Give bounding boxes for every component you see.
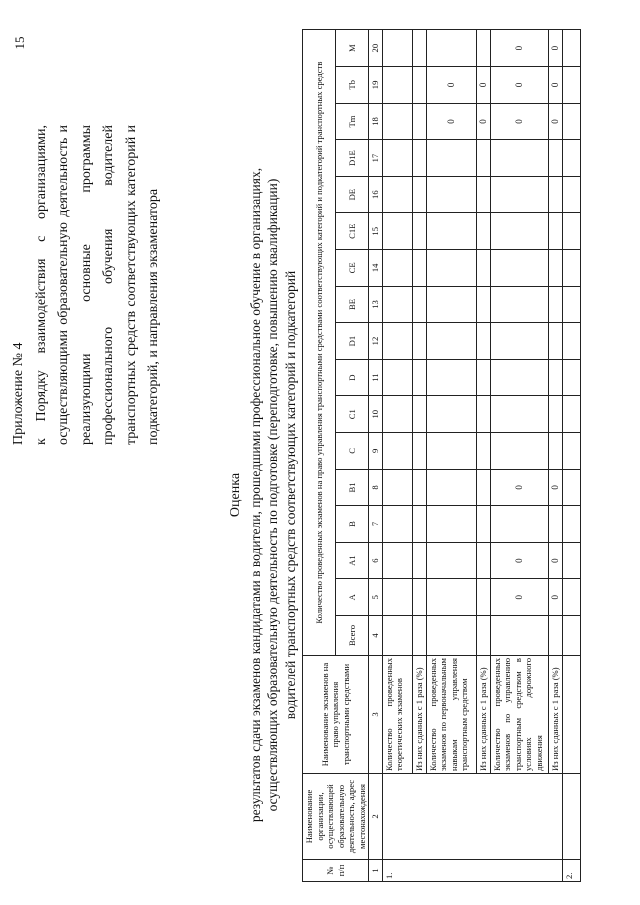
- value-cell: [382, 542, 412, 579]
- value-cell: [426, 286, 476, 323]
- value-cell: [490, 250, 548, 287]
- value-cell: [412, 506, 426, 543]
- value-cell: [476, 213, 490, 250]
- value-cell: [562, 30, 580, 67]
- value-cell: [382, 396, 412, 433]
- value-cell: [562, 506, 580, 543]
- value-cell: [476, 250, 490, 287]
- table-row: [562, 30, 580, 882]
- table-row: [426, 30, 476, 882]
- value-cell: [562, 616, 580, 656]
- value-cell: [382, 103, 412, 140]
- category-cell: C: [336, 433, 369, 470]
- value-cell: [490, 506, 548, 543]
- value-cell: [382, 286, 412, 323]
- value-cell: [562, 286, 580, 323]
- category-cell: B: [336, 506, 369, 543]
- appendix-text: к Порядку взаимодействия с организациями, осуществляющими образовательную деятельность и реализующими основные программы профессионального обучения водителей транспортных средств соответствующих категорий и подкатегорий, и направления экзаменатора: [33, 125, 161, 445]
- value-cell: [562, 323, 580, 360]
- category-cell: Tb: [336, 67, 369, 104]
- column-number: 11: [369, 359, 383, 396]
- value-cell: [562, 140, 580, 177]
- value-cell: [490, 286, 548, 323]
- value-cell: [382, 506, 412, 543]
- value-cell: [412, 433, 426, 470]
- value-cell: [476, 396, 490, 433]
- value-cell: [490, 616, 548, 656]
- column-number: 20: [369, 30, 383, 67]
- value-cell: 0: [426, 67, 476, 104]
- column-number: 5: [369, 579, 383, 616]
- column-number: 13: [369, 286, 383, 323]
- value-cell: 0: [490, 67, 548, 104]
- category-cell: C1: [336, 396, 369, 433]
- document-heading: [227, 155, 299, 835]
- header-total: Всего: [336, 616, 369, 656]
- value-cell: [562, 213, 580, 250]
- value-cell: [476, 140, 490, 177]
- category-cell: C1E: [336, 213, 369, 250]
- value-cell: [412, 213, 426, 250]
- value-cell: [548, 616, 562, 656]
- category-cell: B1: [336, 469, 369, 506]
- value-cell: [476, 176, 490, 213]
- value-cell: [412, 323, 426, 360]
- value-cell: [412, 616, 426, 656]
- exam-name-cell: Из них сданных с 1 раза (%): [412, 656, 426, 774]
- row-number: 2.: [562, 860, 580, 882]
- value-cell: [548, 359, 562, 396]
- header-exam-name: Наименование экзаменов на право управления транспортными средствами: [303, 656, 369, 774]
- value-cell: [412, 396, 426, 433]
- value-cell: [426, 176, 476, 213]
- header-group: Количество проведенных экзаменов на право управления транспортными средствами соответствующих категорий и подкатегорий транспортных средств: [303, 30, 336, 656]
- value-cell: [562, 542, 580, 579]
- value-cell: [548, 433, 562, 470]
- value-cell: [562, 469, 580, 506]
- appendix-title: Приложение № 4: [11, 342, 26, 445]
- value-cell: [382, 579, 412, 616]
- value-cell: [426, 433, 476, 470]
- value-cell: [412, 30, 426, 67]
- value-cell: [426, 30, 476, 67]
- value-cell: [562, 359, 580, 396]
- value-cell: [476, 616, 490, 656]
- value-cell: 0: [548, 542, 562, 579]
- value-cell: 0: [476, 103, 490, 140]
- category-cell: D1: [336, 323, 369, 360]
- table-row: [476, 30, 490, 882]
- value-cell: [426, 506, 476, 543]
- value-cell: [476, 433, 490, 470]
- value-cell: [382, 176, 412, 213]
- value-cell: [562, 176, 580, 213]
- value-cell: [412, 359, 426, 396]
- column-number: 8: [369, 469, 383, 506]
- value-cell: [476, 579, 490, 616]
- value-cell: 0: [548, 469, 562, 506]
- column-number: 2: [369, 774, 383, 860]
- value-cell: [412, 579, 426, 616]
- value-cell: [382, 30, 412, 67]
- value-cell: 0: [548, 579, 562, 616]
- table-row: [382, 30, 412, 882]
- value-cell: [490, 359, 548, 396]
- value-cell: [476, 323, 490, 360]
- value-cell: 0: [490, 469, 548, 506]
- organization-cell: [562, 774, 580, 860]
- value-cell: [490, 213, 548, 250]
- page-number: 15: [12, 36, 27, 50]
- value-cell: [382, 323, 412, 360]
- column-number: 15: [369, 213, 383, 250]
- exam-name-cell: Из них сданных с 1 раза (%): [476, 656, 490, 774]
- column-number: 12: [369, 323, 383, 360]
- row-number: 1.: [382, 860, 562, 882]
- column-number: 3: [369, 656, 383, 774]
- value-cell: [476, 469, 490, 506]
- value-cell: [548, 250, 562, 287]
- column-number: 6: [369, 542, 383, 579]
- value-cell: 0: [426, 103, 476, 140]
- value-cell: [382, 213, 412, 250]
- column-number: 4: [369, 616, 383, 656]
- value-cell: [382, 616, 412, 656]
- table-row: [490, 30, 548, 882]
- value-cell: [490, 396, 548, 433]
- category-cell: BE: [336, 286, 369, 323]
- category-cell: A1: [336, 542, 369, 579]
- header-organization: Наименование организации, осуществляющей образовательную деятельность, адрес местонахождения: [303, 774, 369, 860]
- value-cell: 0: [548, 103, 562, 140]
- value-cell: [412, 103, 426, 140]
- value-cell: [490, 176, 548, 213]
- column-number: 1: [369, 860, 383, 882]
- organization-cell: [382, 774, 562, 860]
- value-cell: [476, 286, 490, 323]
- value-cell: [562, 579, 580, 616]
- exam-name-cell: Количество проведенных экзаменов по первоначальным навыкам управления транспортным средством: [426, 656, 476, 774]
- category-cell: DE: [336, 176, 369, 213]
- value-cell: 0: [490, 579, 548, 616]
- value-cell: [412, 250, 426, 287]
- exam-name-cell: Количество проведенных экзаменов по управлению транспортным средством в условиях дорожного движения: [490, 656, 548, 774]
- category-cell: Tm: [336, 103, 369, 140]
- results-table: [302, 29, 581, 882]
- exam-name-cell: Из них сданных с 1 раза (%): [548, 656, 562, 774]
- value-cell: [426, 359, 476, 396]
- value-cell: [548, 213, 562, 250]
- column-number: 18: [369, 103, 383, 140]
- category-cell: D1E: [336, 140, 369, 177]
- value-cell: [382, 140, 412, 177]
- column-number: 10: [369, 396, 383, 433]
- value-cell: 0: [548, 30, 562, 67]
- column-number: 7: [369, 506, 383, 543]
- column-number: 19: [369, 67, 383, 104]
- category-cell: A: [336, 579, 369, 616]
- value-cell: [382, 67, 412, 104]
- value-cell: [562, 433, 580, 470]
- exam-name-cell: Количество проведенных теоретических экзаменов: [382, 656, 412, 774]
- appendix-block: [8, 125, 166, 445]
- category-cell: D: [336, 359, 369, 396]
- value-cell: [412, 469, 426, 506]
- header-row: [303, 30, 336, 882]
- value-cell: [476, 30, 490, 67]
- category-cell: M: [336, 30, 369, 67]
- column-number: 14: [369, 250, 383, 287]
- value-cell: [426, 542, 476, 579]
- value-cell: [548, 323, 562, 360]
- value-cell: [382, 433, 412, 470]
- value-cell: [548, 286, 562, 323]
- value-cell: [490, 140, 548, 177]
- value-cell: [548, 506, 562, 543]
- value-cell: [562, 103, 580, 140]
- column-number: 17: [369, 140, 383, 177]
- table-row: [412, 30, 426, 882]
- value-cell: [490, 433, 548, 470]
- value-cell: [426, 213, 476, 250]
- value-cell: [562, 67, 580, 104]
- exam-name-cell: [562, 656, 580, 774]
- value-cell: [382, 359, 412, 396]
- column-number-row: [369, 30, 383, 882]
- value-cell: [426, 469, 476, 506]
- table-row: [548, 30, 562, 882]
- value-cell: [476, 359, 490, 396]
- value-cell: [412, 286, 426, 323]
- value-cell: [548, 396, 562, 433]
- value-cell: 0: [548, 67, 562, 104]
- value-cell: 0: [490, 542, 548, 579]
- value-cell: 0: [490, 103, 548, 140]
- value-cell: [426, 140, 476, 177]
- value-cell: [490, 323, 548, 360]
- value-cell: [412, 140, 426, 177]
- category-cell: CE: [336, 250, 369, 287]
- heading-title: Оценка: [228, 472, 243, 518]
- value-cell: [562, 250, 580, 287]
- value-cell: [382, 250, 412, 287]
- value-cell: [548, 140, 562, 177]
- value-cell: [382, 469, 412, 506]
- value-cell: [562, 396, 580, 433]
- value-cell: 0: [476, 67, 490, 104]
- value-cell: [476, 542, 490, 579]
- value-cell: [412, 176, 426, 213]
- value-cell: [476, 506, 490, 543]
- header-num: № п/п: [303, 860, 369, 882]
- value-cell: [412, 542, 426, 579]
- column-number: 16: [369, 176, 383, 213]
- value-cell: [412, 67, 426, 104]
- value-cell: [426, 323, 476, 360]
- column-number: 9: [369, 433, 383, 470]
- value-cell: 0: [490, 30, 548, 67]
- value-cell: [426, 579, 476, 616]
- value-cell: [426, 396, 476, 433]
- value-cell: [426, 250, 476, 287]
- value-cell: [426, 616, 476, 656]
- value-cell: [548, 176, 562, 213]
- heading-text: результатов сдачи экзаменов кандидатами в водители, прошедшими профессиональное обучение в организациях, осуществляющих образовательную деятельность по подготовке (переподготовке, повышению квалификации) водителей транспортных средств соответствующих категорий и подкатегорий: [247, 167, 298, 823]
